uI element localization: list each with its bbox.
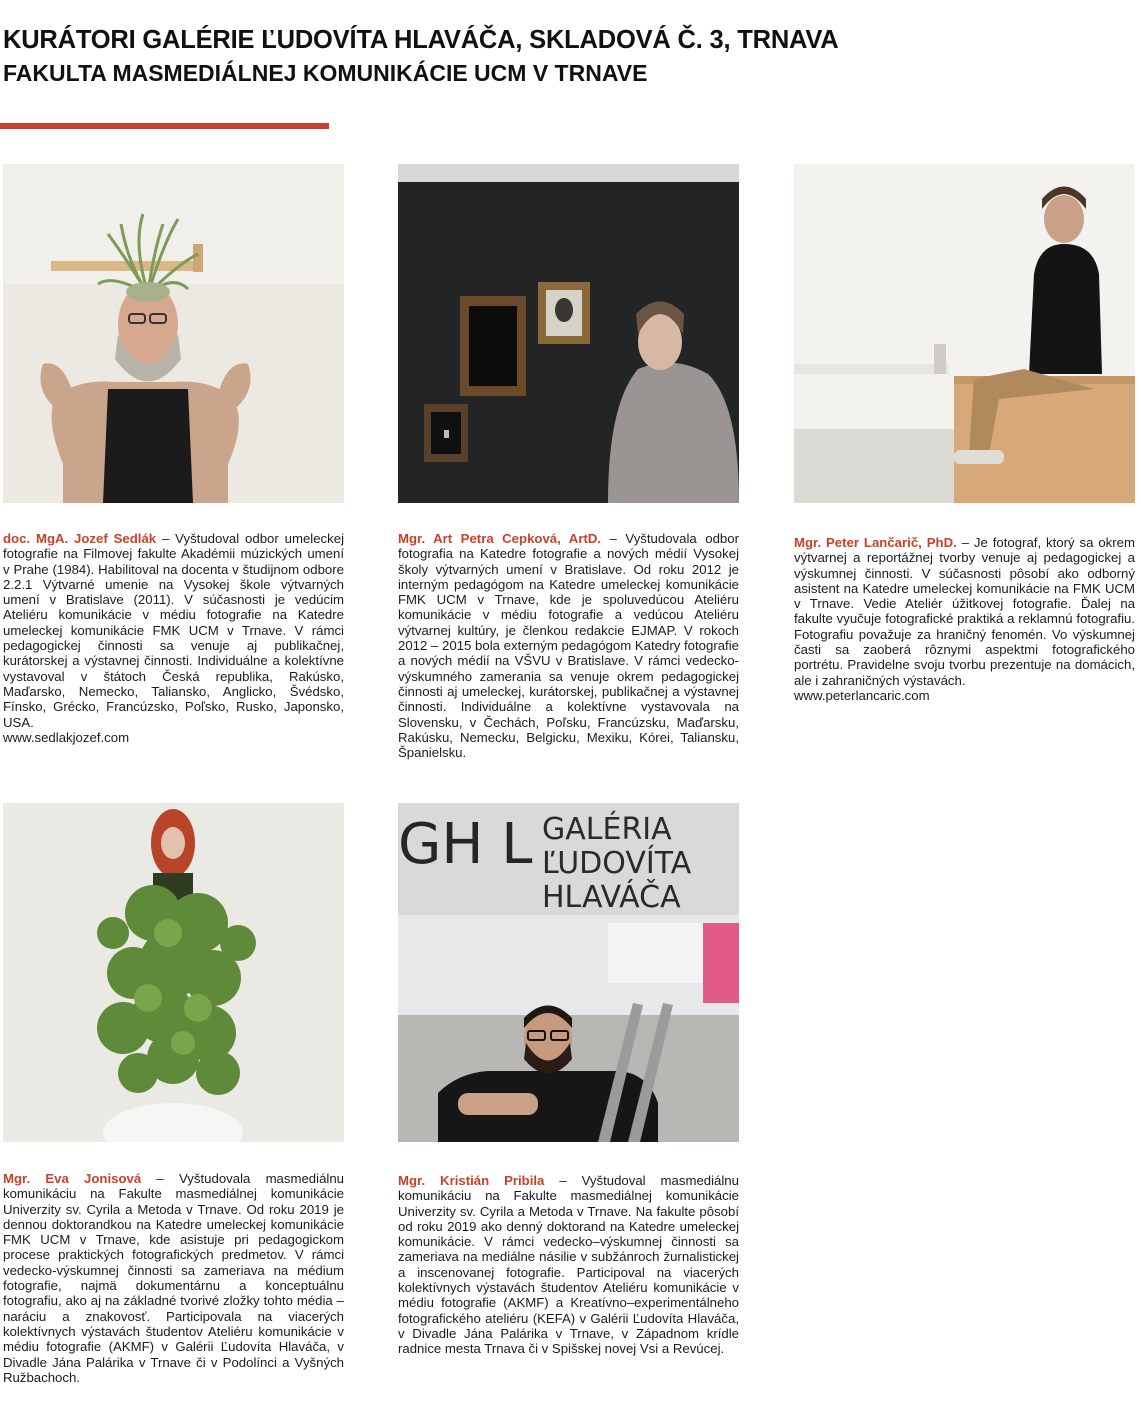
photo-petra-cepkova (398, 164, 739, 503)
curator-bio: – Vyštudovala odbor fotografia na Katedre fotografie a nových médií Vysokej školy výtvarných umení v Bratislave. Od roku 2012 je interným pedagógom na Katedre umeleckej komunikácie FMK UCM v Trnave, kde je spoluvedúcou Ateliéru komunikácie v médiu fotografie a vedúcou Ateliéru výtvarnej kultúry, je členkou redakcie EJMAP. V rokoch 2012 – 2015 bola externým pedagógom Katedry fotografie a nových médií na VŠVU v Bratislave. V rámci vedecko-výskumného zamerania sa venuje okrem pedagogickej činnosti aj umeleckej, kurátorskej, publikačnej a výstavnej činnosti. Individuálne a kolektívne vystavovala na Slovensku, v Čechách, Poľsku, Francúzsku, Maďarsku, Rakúsku, Nemecku, Belgicku, Mexiku, Kórei, Taliansku, Španielsku. (398, 531, 739, 761)
page-title: KURÁTORI GALÉRIE ĽUDOVÍTA HLAVÁČA, SKLADOVÁ Č. 3, TRNAVA (3, 26, 839, 54)
photo-eva-jonisova (3, 803, 344, 1142)
curator-bio: – Vyštudoval masmediálnu komunikáciu na Fakulte masmediálnej komunikácie Univerzity sv. Cyrila a Metoda v Trnave. Na fakulte pôsobí od roku 2019 ako denný doktorand na Katedre umeleckej komunikácie. V rámci vedecko–výskumnej činnosti sa zameriava na mediálne násilie v subžánroch žurnalistickej a inscenovanej fotografie. Participoval na viacerých kolektívnych výstavách študentov Ateliéru komunikácie v médiu fotografie (AKMF) a Kreatívno–experimentálneho fotografického ateliéru (KEFA) v Galérii Ľudovíta Hlaváča, v Divadle Jána Palárika v Trnave, v Západnom krídle radnice mesta Trnava či v Spišskej novej Vsi a Revúcej. (398, 1173, 739, 1357)
curator-name: Mgr. Kristián Pribila (398, 1173, 545, 1188)
gallery-sign-line3: HLAVÁČA (542, 880, 681, 915)
curator-name: doc. MgA. Jozef Sedlák (3, 531, 157, 546)
curator-bio: – Vyštudoval odbor umeleckej fotografie na Filmovej fakulte Akadémii múzických umení v Prahe (1984). Habilitoval na docenta v študijnom odbore 2.2.1 Výtvarné umenie na Vysokej škole výtvarných umení v Bratislave (2011). V súčasnosti je vedúcim Ateliéru komunikácie v médiu fotografie na Katedre umeleckej komunikácie FMK UCM v Trnave. V rámci pedagogickej činnosti sa venuje aj publikačnej, kurátorskej a výstavnej činnosti. Individuálne a kolektívne vystavoval v štátoch Česká republika, Rakúsko, Maďarsko, Nemecko, Taliansko, Anglicko, Švédsko, Fínsko, Grécko, Francúzsko, Poľsko, Rusko, Japonsko, USA. (3, 531, 345, 730)
gallery-sign-line2: ĽUDOVÍTA (542, 846, 692, 881)
curator-name: Mgr. Eva Jonisová (3, 1171, 142, 1186)
gallery-sign-line1: GALÉRIA (542, 812, 672, 847)
photo-jozef-sedlak (3, 164, 344, 503)
curator-bio: – Vyštudovala masmediálnu komunikáciu na Fakulte masmediálnej komunikácie Univerzity sv. Cyrila a Metoda v Trnave. Od roku 2019 je dennou doktorandkou na Katedre umeleckej komunikácie FMK UCM v Trnave, kde asistuje pri pedagogickom procese praktických fotografických predmetov. V rámci vedecko-výskumnej činnosti sa zameriava na médium fotografie, najmä dokumentárnu a konceptuálnu fotografiu, ako aj na základné tvorivé zložky tohto média – naráciu a znakovosť. Participovala na viacerých kolektívnych výstavách študentov Ateliéru komunikácie v médiu fotografie (AKMF) v Galérii Ľudovíta Hlaváča, v Divadle Jána Palárika v Trnave či v Podolínci a Vyšných Ružbachoch. (3, 1171, 344, 1385)
gallery-logo: GH L (398, 812, 533, 877)
curator-bio: – Je fotograf, ktorý sa okrem výtvarnej a reportážnej tvorby venuje aj pedagogickej a výskumnej činnosti. V súčasnosti pôsobí ako odborný asistent na Katedre umeleckej komunikácie na FMK UCM v Trnave. Vedie Ateliér úžitkovej fotografie. Ďalej na fakulte vyučuje fotografické praktiká a reklamnú fotografiu. Fotografiu považuje za hraničný fenomén. Vo výskumnej časti sa zaoberá rôznymi aspektmi fotografického portrétu. Pravidelne svoju tvorbu prezentuje na domácich, ale i zahraničných výstavách. (794, 535, 1135, 688)
photo-kristian-pribila (398, 803, 739, 1142)
curator-name: Mgr. Art Petra Cepková, ArtD. (398, 531, 602, 546)
accent-rule (0, 123, 329, 129)
curator-name: Mgr. Peter Lančarič, PhD. (794, 535, 957, 550)
curator-website-link[interactable]: www.peterlancaric.com (794, 687, 930, 703)
page-subtitle: FAKULTA MASMEDIÁLNEJ KOMUNIKÁCIE UCM V TRNAVE (3, 60, 648, 86)
bio-peter-lancaric (794, 535, 1135, 703)
photo-peter-lancaric (794, 164, 1135, 503)
bio-petra-cepkova (398, 531, 739, 760)
curator-website-link[interactable]: www.sedlakjozef.com (3, 729, 130, 745)
bio-jozef-sedlak (3, 531, 344, 745)
bio-eva-jonisova (3, 1171, 344, 1385)
bio-kristian-pribila (398, 1173, 739, 1357)
